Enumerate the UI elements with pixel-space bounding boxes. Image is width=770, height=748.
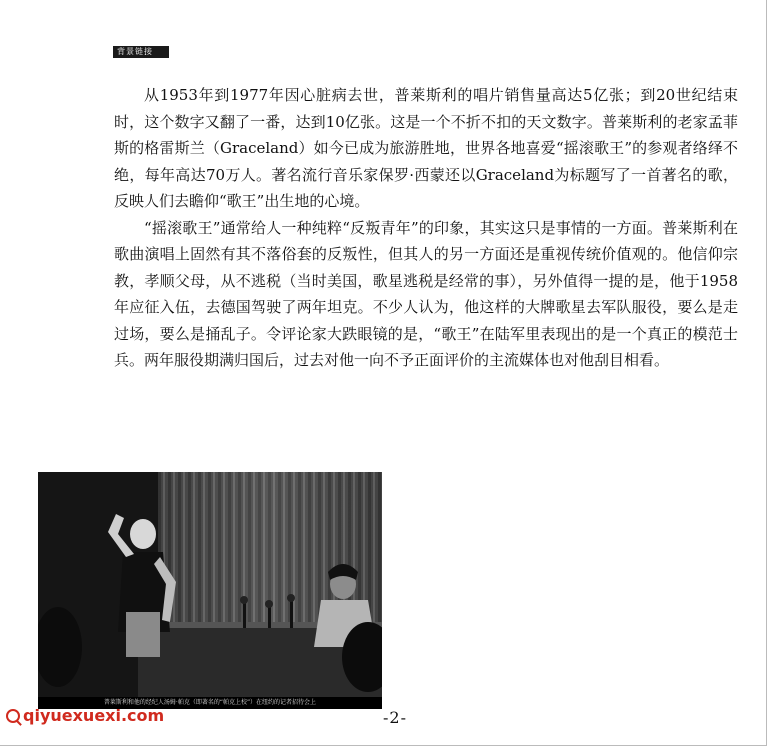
- watermark-text: qiyuexuexi.com: [23, 706, 165, 725]
- paragraph-1: 从1953年到1977年因心脏病去世，普莱斯利的唱片销售量高达5亿张；到20世纪结束时，这个数字又翻了一番，达到10亿张。这是一个不折不扣的天文数字。普莱斯利的老家孟菲斯的格雷斯兰（Graceland）如今已成为旅游胜地，世界各地喜爱“摇滚歌王”的参观者络绎不绝，每年高达70万人。著名流行音乐家保罗·西蒙还以Graceland为标题写了一首著名的歌，反映人们去瞻仰“歌王”出生地的心境。: [114, 86, 738, 210]
- press-conference-photo: [38, 472, 382, 697]
- page-number: -2-: [383, 708, 407, 727]
- magnifier-icon: [6, 709, 20, 723]
- site-watermark: [6, 706, 164, 725]
- photo-illustration: [38, 472, 382, 697]
- paragraph-2: “摇滚歌王”通常给人一种纯粹“反叛青年”的印象，其实这只是事情的一方面。普莱斯利在歌曲演唱上固然有其不落俗套的反叛性，但其人的另一方面还是重视传统价值观的。他信仰宗教，孝顺父母，从不逃税（当时美国，歌星逃税是经常的事），另外值得一提的是，他于1958年应征入伍，去德国驾驶了两年坦克。不少人认为，他这样的大牌歌星去军队服役，要么是走过场，要么是捅乱子。令评论家大跌眼镜的是，“歌王”在陆军里表现出的是一个真正的模范士兵。两年服役期满归国后，过去对他一向不予正面评价的主流媒体也对他刮目相看。: [114, 218, 738, 369]
- photo-caption: 普莱斯利和他的经纪人汤姆·帕克（即著名的“帕克上校”）在纽约的记者招待会上: [38, 697, 382, 709]
- section-tag: 背景链接: [113, 46, 169, 58]
- article-body: [114, 82, 738, 374]
